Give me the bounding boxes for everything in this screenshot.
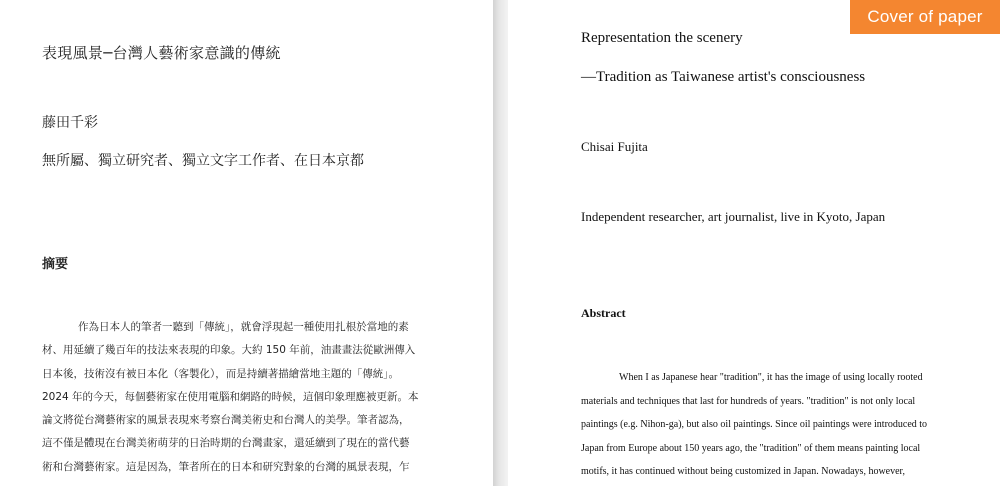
english-cover-page bbox=[508, 0, 1000, 486]
abstract-line: 2024 年的今天，每個藝術家在使用電腦和網路的時候，這個印象理應被更新。本 bbox=[42, 390, 419, 403]
author-name-zh: 藤田千彩 bbox=[42, 115, 98, 131]
abstract-line: motifs, it has continued without being customized in Japan. Nowadays, however, bbox=[581, 466, 905, 477]
abstract-line: 作為日本人的筆者一聽到「傳統」，就會浮現起一種使用扎根於當地的素 bbox=[78, 321, 409, 333]
abstract-line: 術和台灣藝術家。這是因為，筆者所在的日本和研究對象的台灣的風景表現，乍 bbox=[42, 460, 410, 473]
cover-of-paper-label: Cover of paper bbox=[850, 0, 1000, 34]
abstract-line: Japan from Europe about 150 years ago, the "tradition" of them means painting local bbox=[581, 442, 921, 454]
abstract-line: 材、用延續了幾百年的技法來表現的印象。大約 150 年前，油畫畫法從歐洲傳入 bbox=[42, 344, 416, 357]
abstract-line: 論文將從台灣藝術家的風景表現來考察台灣美術史和台灣人的美學。筆者認為， bbox=[42, 414, 410, 427]
paper-title-zh: 表現風景─台灣人藝術家意識的傳統 bbox=[42, 44, 281, 62]
paper-title-en: Representation the scenery bbox=[581, 30, 743, 46]
author-affiliation-en: Independent researcher, art journalist, live in Kyoto, Japan bbox=[581, 209, 886, 224]
abstract-line: 這不僅是體現在台灣美術萌芽的日治時期的台灣畫家，還延續到了現在的當代藝 bbox=[42, 437, 410, 450]
paper-subtitle-en: ―Tradition as Taiwanese artist's consciousness bbox=[581, 69, 866, 85]
abstract-line: paintings (e.g. Nihon-ga), but also oil paintings. Since oil paintings were introduced to bbox=[581, 419, 928, 430]
page-gutter-divider bbox=[493, 0, 508, 486]
author-affiliation-zh: 無所屬、獨立研究者、獨立文字工作者、在日本京都 bbox=[42, 153, 364, 169]
abstract-line: materials and techniques that last for hundreds of years. "tradition" is not only local bbox=[581, 395, 916, 407]
abstract-line: 日本後，技術沒有被日本化（客製化），而是持續著描繪當地主題的「傳統」。 bbox=[42, 367, 399, 380]
abstract-body-en bbox=[581, 366, 927, 484]
abstract-heading-en: Abstract bbox=[581, 306, 626, 320]
abstract-heading-zh: 摘要 bbox=[42, 257, 69, 272]
chinese-cover-page bbox=[0, 0, 493, 486]
abstract-body-zh bbox=[42, 316, 419, 479]
author-name-en: Chisai Fujita bbox=[581, 139, 648, 154]
abstract-line: When I as Japanese hear "tradition", it has the image of using locally rooted bbox=[619, 372, 923, 383]
